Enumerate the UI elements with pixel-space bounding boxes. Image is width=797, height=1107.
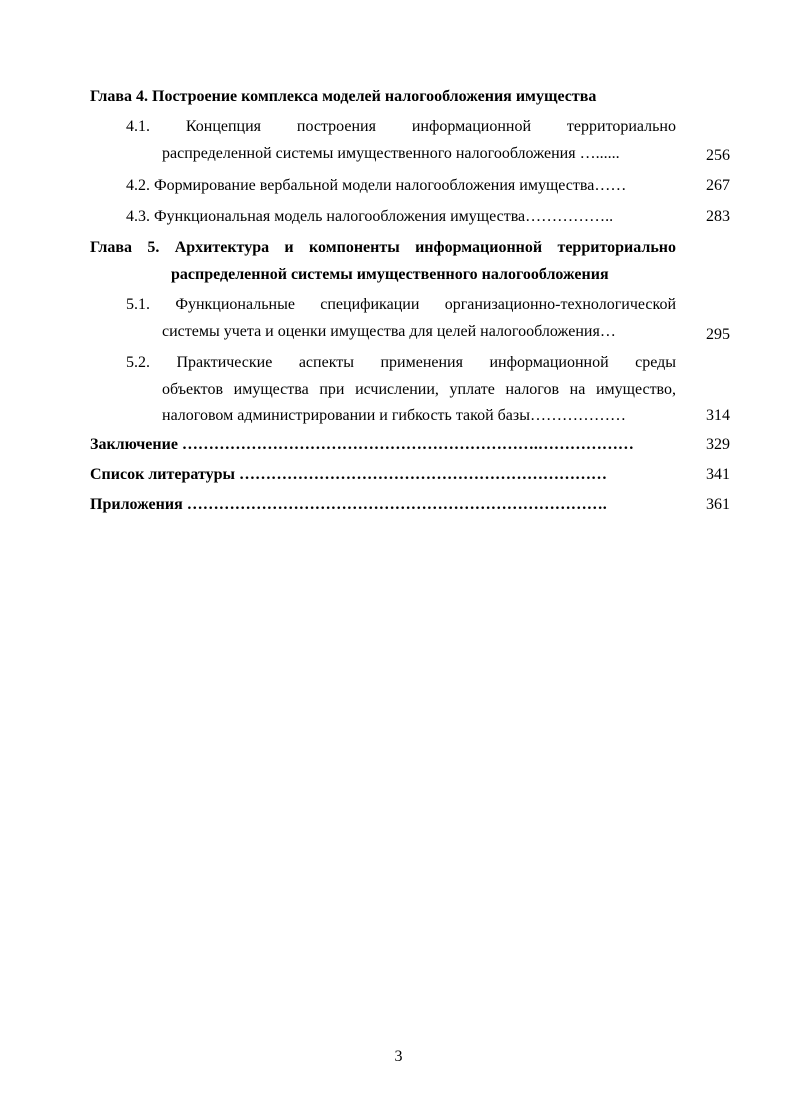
section-4-1-line-1: 4.1. Концепция построения информационной территориально bbox=[126, 118, 676, 135]
chapter-4-title: Глава 4. Построение комплекса моделей налогообложения имущества bbox=[90, 88, 597, 105]
section-5-1-page: 295 bbox=[706, 326, 730, 343]
appendices-page: 361 bbox=[706, 496, 730, 513]
section-4-2: 4.2. Формирование вербальной модели налогообложения имущества…… bbox=[126, 177, 627, 194]
section-5-1-line-1: 5.1. Функциональные спецификации организационно-технологической bbox=[126, 296, 676, 313]
page-number: 3 bbox=[394, 1048, 403, 1065]
references-entry: Список литературы …………………………………………………………… bbox=[90, 466, 607, 483]
references-page: 341 bbox=[706, 466, 730, 483]
conclusion-page: 329 bbox=[706, 436, 730, 453]
section-4-2-page: 267 bbox=[706, 177, 730, 194]
section-4-1-page: 256 bbox=[706, 147, 730, 164]
section-5-2-line-3: налоговом администрировании и гибкость такой базы……………… bbox=[162, 407, 626, 424]
conclusion-entry: Заключение ………………………………………………………….……………… bbox=[90, 436, 634, 453]
chapter-5-title-line-1: Глава 5. Архитектура и компоненты информационной территориально bbox=[90, 239, 676, 256]
section-4-1-line-2: распределенной системы имущественного налогообложения …...... bbox=[162, 145, 620, 162]
section-5-1-line-2: системы учета и оценки имущества для целей налогообложения… bbox=[162, 323, 616, 340]
section-5-2-page: 314 bbox=[706, 407, 730, 424]
chapter-5-title-line-2: распределенной системы имущественного налогообложения bbox=[171, 266, 609, 283]
section-4-3: 4.3. Функциональная модель налогообложения имущества…………….. bbox=[126, 208, 614, 225]
section-5-2-line-1: 5.2. Практические аспекты применения информационной среды bbox=[126, 354, 676, 371]
appendices-entry: Приложения ……………………………………………………………………. bbox=[90, 496, 607, 513]
section-4-3-page: 283 bbox=[706, 208, 730, 225]
section-5-2-line-2: объектов имущества при исчислении, уплате налогов на имущество, bbox=[162, 381, 676, 398]
